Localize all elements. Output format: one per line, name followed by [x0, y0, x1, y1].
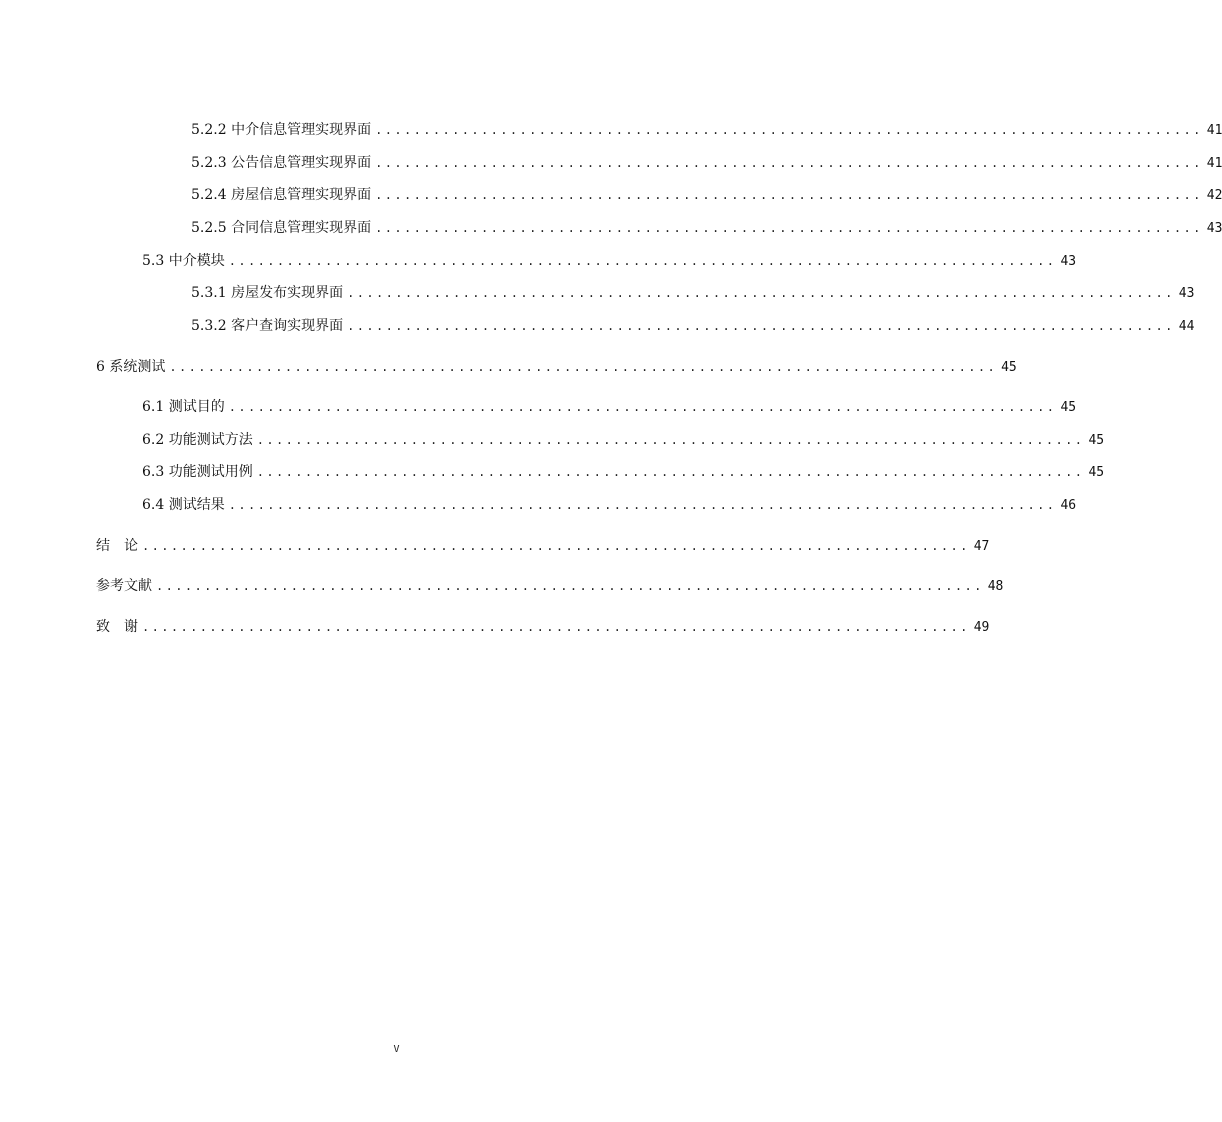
toc-entry[interactable] — [96, 356, 1017, 378]
toc-entry-page: 43 — [1178, 286, 1195, 301]
toc-entry-page: 48 — [987, 579, 1004, 594]
toc-entry[interactable] — [96, 616, 990, 638]
toc-dot-leader: ...................................................................................... — [375, 123, 1203, 137]
toc-dot-leader: ...................................................................................... — [228, 498, 1057, 512]
toc-dot-leader: ...................................................................................... — [142, 539, 970, 553]
toc-dot-leader: ...................................................................................... — [169, 360, 998, 374]
toc-entry[interactable] — [142, 494, 1077, 516]
toc-entry-page: 45 — [1060, 400, 1077, 415]
toc-entry[interactable] — [142, 429, 1105, 451]
toc-entry-page: 43 — [1060, 254, 1077, 269]
toc-dot-leader: ...................................................................................... — [375, 188, 1203, 202]
toc-entry-title: 6.4 测试结果 — [142, 497, 225, 513]
toc-entry-title: 6 系统测试 — [96, 359, 166, 375]
toc-entry[interactable] — [191, 152, 1222, 174]
toc-entry-title: 5.2.2 中介信息管理实现界面 — [191, 122, 372, 138]
toc-entry-page: 49 — [973, 620, 990, 635]
toc-entry-title: 5.2.5 合同信息管理实现界面 — [191, 220, 372, 236]
toc-entry[interactable] — [142, 461, 1105, 483]
toc-dot-leader: ...................................................................................... — [142, 620, 970, 634]
toc-entry-title: 5.3.2 客户查询实现界面 — [191, 318, 344, 334]
toc-entry[interactable] — [191, 282, 1195, 304]
toc-dot-leader: ...................................................................................... — [256, 433, 1085, 447]
toc-entry-title: 6.3 功能测试用例 — [142, 464, 253, 480]
toc-dot-leader: ...................................................................................... — [256, 465, 1085, 479]
toc-entry-page: 45 — [1088, 465, 1105, 480]
toc-entry-page: 43 — [1206, 221, 1222, 236]
toc-entry-title: 5.3 中介模块 — [142, 253, 225, 269]
toc-entry-page: 41 — [1206, 123, 1222, 138]
toc-entry[interactable] — [191, 184, 1222, 206]
toc-dot-leader: ...................................................................................... — [347, 286, 1175, 300]
toc-entry-title: 6.2 功能测试方法 — [142, 432, 253, 448]
toc-entry-page: 44 — [1178, 319, 1195, 334]
toc-entry-page: 46 — [1060, 498, 1077, 513]
toc-dot-leader: ...................................................................................... — [228, 254, 1057, 268]
toc-entry[interactable] — [96, 535, 990, 557]
toc-dot-leader: ...................................................................................... — [375, 221, 1203, 235]
toc-entry-page: 45 — [1088, 433, 1105, 448]
toc-entry-title: 致 谢 — [96, 619, 138, 635]
toc-entry-page: 42 — [1206, 188, 1222, 203]
toc-entry-title: 5.2.4 房屋信息管理实现界面 — [191, 187, 372, 203]
toc-entry[interactable] — [96, 575, 1004, 597]
toc-entry-title: 6.1 测试目的 — [142, 399, 225, 415]
toc-entry-page: 47 — [973, 539, 990, 554]
toc-dot-leader: ...................................................................................... — [375, 156, 1203, 170]
toc-entry-page: 45 — [1001, 360, 1017, 375]
toc-entry[interactable] — [191, 217, 1222, 239]
toc-entry[interactable] — [142, 250, 1077, 272]
toc-entry-title: 结 论 — [96, 538, 138, 554]
toc-entry[interactable] — [191, 315, 1195, 337]
toc-dot-leader: ...................................................................................... — [156, 579, 984, 593]
toc-entry-title: 5.2.3 公告信息管理实现界面 — [191, 155, 372, 171]
toc-dot-leader: ...................................................................................... — [347, 319, 1175, 333]
toc-entry-title: 5.3.1 房屋发布实现界面 — [191, 285, 344, 301]
toc-entry-title: 参考文献 — [96, 578, 152, 594]
toc-dot-leader: ...................................................................................... — [228, 400, 1057, 414]
toc-entry[interactable] — [142, 396, 1077, 418]
toc-entry-page: 41 — [1206, 156, 1222, 171]
page-number-footer: V — [393, 1044, 400, 1055]
toc-entry[interactable] — [191, 119, 1222, 141]
